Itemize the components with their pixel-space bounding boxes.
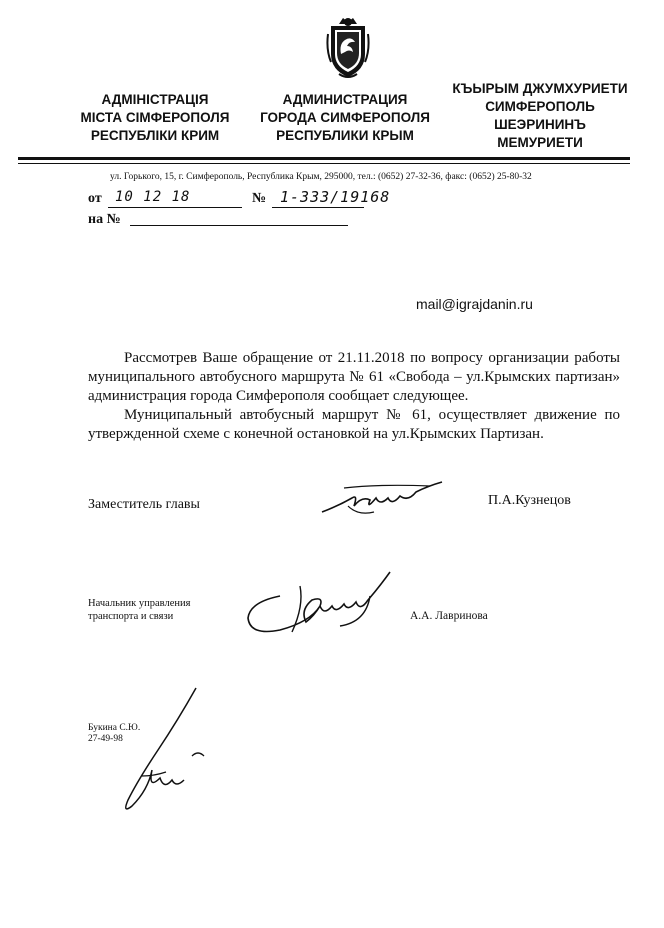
header-line: МЕМУРИЕТИ [497,135,583,150]
head-title-line: Начальник управления [88,598,191,609]
body-paragraph: Муниципальный автобусный маршрут № 61, осуществляет движение по утвержденной схеме с конечной остановкой на ул.Крымских Партизан. [88,407,620,442]
header-line: АДМИНИСТРАЦИЯ [282,92,408,107]
deputy-signature [318,476,448,523]
outgoing-date: 10 12 18 [115,189,191,205]
header-line: РЕСПУБЛИКИ КРЫМ [276,128,414,143]
coat-of-arms-emblem [325,14,371,80]
deputy-name: П.А.Кузнецов [488,493,571,508]
reference-underline [130,225,348,226]
body-paragraph: Рассмотрев Ваше обращение от 21.11.2018 по вопросу организации работы муниципального автобусного маршрута № 61 «Свобода – ул.Крымских партизан» администрация города Симферополя сообщает следующее. [88,350,620,404]
header-line: МІСТА СІМФЕРОПОЛЯ [80,110,230,125]
receipt-signature [108,680,228,825]
header-line: ШЕЭРИНИНЪ [494,117,586,132]
recipient-email: mail@igrajdanin.ru [416,296,533,312]
head-title-line: транспорта и связи [88,611,174,622]
header-ukrainian [60,91,250,145]
number-label: № [252,191,267,206]
redacted-recipient [398,235,598,290]
header-line: ГОРОДА СИМФЕРОПОЛЯ [260,110,430,125]
header-line: СИМФЕРОПОЛЬ [485,99,595,114]
date-underline [108,207,242,208]
header-line: РЕСПУБЛІКИ КРИМ [90,128,220,143]
header-rule-thin [18,163,630,164]
outgoing-number: 1-333/19168 [280,188,391,206]
reference-label: на № [88,212,121,227]
header-russian [250,91,440,145]
header-line: АДМІНІСТРАЦІЯ [101,92,209,107]
head-name: А.А. Лавринова [410,610,488,622]
executor-name: Букина С.Ю. [88,723,141,733]
number-underline [272,207,364,208]
head-title [88,597,190,623]
deputy-title: Заместитель главы [88,497,200,512]
header-crimean-tatar [440,80,640,152]
address-line: ул. Горького, 15, г. Симферополь, Республика Крым, 295000, тел.: (0652) 27-32-36, факс: (0652) 25-80-32 [110,172,532,182]
header-line: КЪЫРЫМ ДЖУМХУРИЕТИ [452,81,628,96]
executor-phone: 27-49-98 [88,734,123,744]
header-rule-thick [18,157,630,160]
head-signature [240,566,400,651]
letter-body [88,349,620,444]
date-label: от [88,191,102,206]
